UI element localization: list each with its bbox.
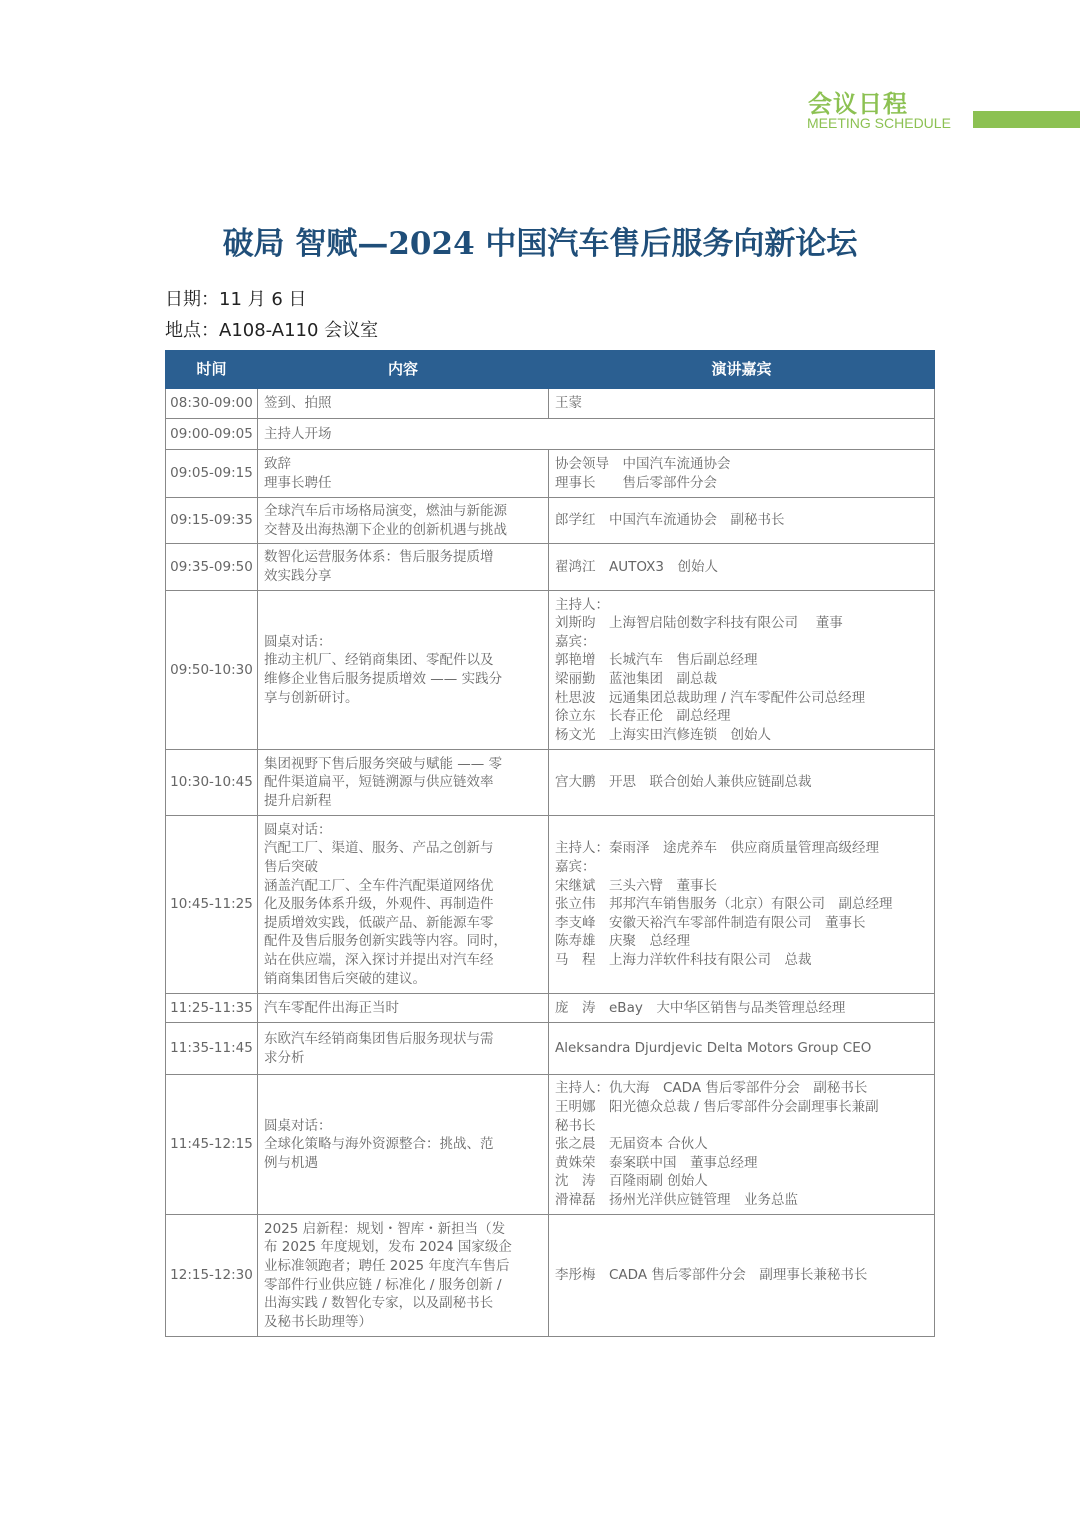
speakers-cell: 王蒙 xyxy=(549,389,935,419)
speakers-cell: Aleksandra Djurdjevic Delta Motors Group CEO xyxy=(549,1023,935,1075)
time-cell: 08:30-09:00 xyxy=(166,389,258,419)
content-cell: 圆桌对话： 全球化策略与海外资源整合：挑战、范 例与机遇 xyxy=(258,1075,549,1215)
table-row xyxy=(166,1215,935,1337)
time-cell: 09:00-09:05 xyxy=(166,419,258,450)
table-row xyxy=(166,419,935,450)
table-row xyxy=(166,544,935,591)
content-cell: 主持人开场 xyxy=(258,419,935,450)
content-cell: 数智化运营服务体系：售后服务提质增 效实践分享 xyxy=(258,544,549,591)
speakers-cell: 主持人：秦雨泽 途虎养车 供应商质量管理高级经理 嘉宾： 宋继斌 三头六臂 董事长 张立伟 邦邦汽车销售服务（北京）有限公司 副总经理 李支峰 安徽天裕汽车零部件制造有限公司 董事长 陈寿雄 庆聚 总经理 马 程 上海力洋软件科技有限公司 总裁 xyxy=(549,816,935,994)
speakers-cell: 郎学红 中国汽车流通协会 副秘书长 xyxy=(549,498,935,544)
table-row xyxy=(166,591,935,750)
content-cell: 2025 启新程：规划・智库・新担当（发 布 2025 年度规划，发布 2024 国家级企 业标准领跑者；聘任 2025 年度汽车售后 零部件行业供应链 / 标准化 / 服务创新 / 出海实践 / 数智化专家，以及副秘书长 及秘书长助理等） xyxy=(258,1215,549,1337)
speakers-cell: 主持人： 刘斯昀 上海智启陆创数字科技有限公司 董事 嘉宾： 郭艳增 长城汽车 售后副总经理 梁丽勤 蓝池集团 副总裁 杜思波 远通集团总裁助理 / 汽车零配件公司总经理 徐立东 长春正伦 副总经理 杨文光 上海实田汽修连锁 创始人 xyxy=(549,591,935,750)
content-cell: 签到、拍照 xyxy=(258,389,549,419)
speakers-cell: 庞 涛 eBay 大中华区销售与品类管理总经理 xyxy=(549,994,935,1023)
section-header-en: MEETING SCHEDULE xyxy=(807,115,951,131)
time-cell: 09:05-09:15 xyxy=(166,450,258,498)
content-cell: 圆桌对话： 推动主机厂、经销商集团、零配件以及 维修企业售后服务提质增效 —— 实践分 享与创新研讨。 xyxy=(258,591,549,750)
table-row xyxy=(166,498,935,544)
content-cell: 致辞 理事长聘任 xyxy=(258,450,549,498)
speakers-cell: 李彤梅 CADA 售后零部件分会 副理事长兼秘书长 xyxy=(549,1215,935,1337)
content-cell: 汽车零配件出海正当时 xyxy=(258,994,549,1023)
speakers-cell: 翟鸿江 AUTOX3 创始人 xyxy=(549,544,935,591)
schedule-table xyxy=(165,350,935,1337)
time-cell: 09:50-10:30 xyxy=(166,591,258,750)
speakers-cell: 协会领导 中国汽车流通协会 理事长 售后零部件分会 xyxy=(549,450,935,498)
table-row xyxy=(166,389,935,419)
table-row xyxy=(166,1075,935,1215)
page-title: 破局 智赋—2024 中国汽车售后服务向新论坛 xyxy=(222,226,858,262)
col-speakers: 演讲嘉宾 xyxy=(549,351,935,389)
time-cell: 11:45-12:15 xyxy=(166,1075,258,1215)
time-cell: 09:35-09:50 xyxy=(166,544,258,591)
table-row xyxy=(166,1023,935,1075)
time-cell: 11:25-11:35 xyxy=(166,994,258,1023)
content-cell: 集团视野下售后服务突破与赋能 —— 零 配件渠道扁平，短链溯源与供应链效率 提升启新程 xyxy=(258,750,549,816)
time-cell: 10:45-11:25 xyxy=(166,816,258,994)
time-cell: 10:30-10:45 xyxy=(166,750,258,816)
col-content: 内容 xyxy=(258,351,549,389)
event-location: 地点：A108-A110 会议室 xyxy=(165,320,379,341)
speakers-cell: 宫大鹏 开思 联合创始人兼供应链副总裁 xyxy=(549,750,935,816)
time-cell: 12:15-12:30 xyxy=(166,1215,258,1337)
table-row xyxy=(166,994,935,1023)
table-row xyxy=(166,450,935,498)
event-date: 日期：11 月 6 日 xyxy=(165,289,307,310)
section-header-bar xyxy=(973,111,1080,128)
table-header xyxy=(166,351,935,389)
col-time: 时间 xyxy=(166,351,258,389)
speakers-cell: 主持人：仇大海 CADA 售后零部件分会 副秘书长 王明娜 阳光德众总裁 / 售后零部件分会副理事长兼副 秘书长 张之晨 无届资本 合伙人 黄姝荣 泰案联中国 董事总经理 沈 涛 百隆雨刷 创始人 滑禕磊 扬州光洋供应链管理 业务总监 xyxy=(549,1075,935,1215)
time-cell: 09:15-09:35 xyxy=(166,498,258,544)
table-row xyxy=(166,750,935,816)
section-header-cn: 会议日程 xyxy=(808,90,908,118)
content-cell: 圆桌对话： 汽配工厂、渠道、服务、产品之创新与 售后突破 涵盖汽配工厂、全车件汽配渠道网络优 化及服务体系升级，外观件、再制造件 提质增效实践，低碳产品、新能源车零 配件及售后服务创新实践等内容。同时， 站在供应端，深入探讨并提出对汽车经 销商集团售后突破的建议。 xyxy=(258,816,549,994)
table-row xyxy=(166,816,935,994)
content-cell: 全球汽车后市场格局演变，燃油与新能源 交替及出海热潮下企业的创新机遇与挑战 xyxy=(258,498,549,544)
time-cell: 11:35-11:45 xyxy=(166,1023,258,1075)
content-cell: 东欧汽车经销商集团售后服务现状与需 求分析 xyxy=(258,1023,549,1075)
